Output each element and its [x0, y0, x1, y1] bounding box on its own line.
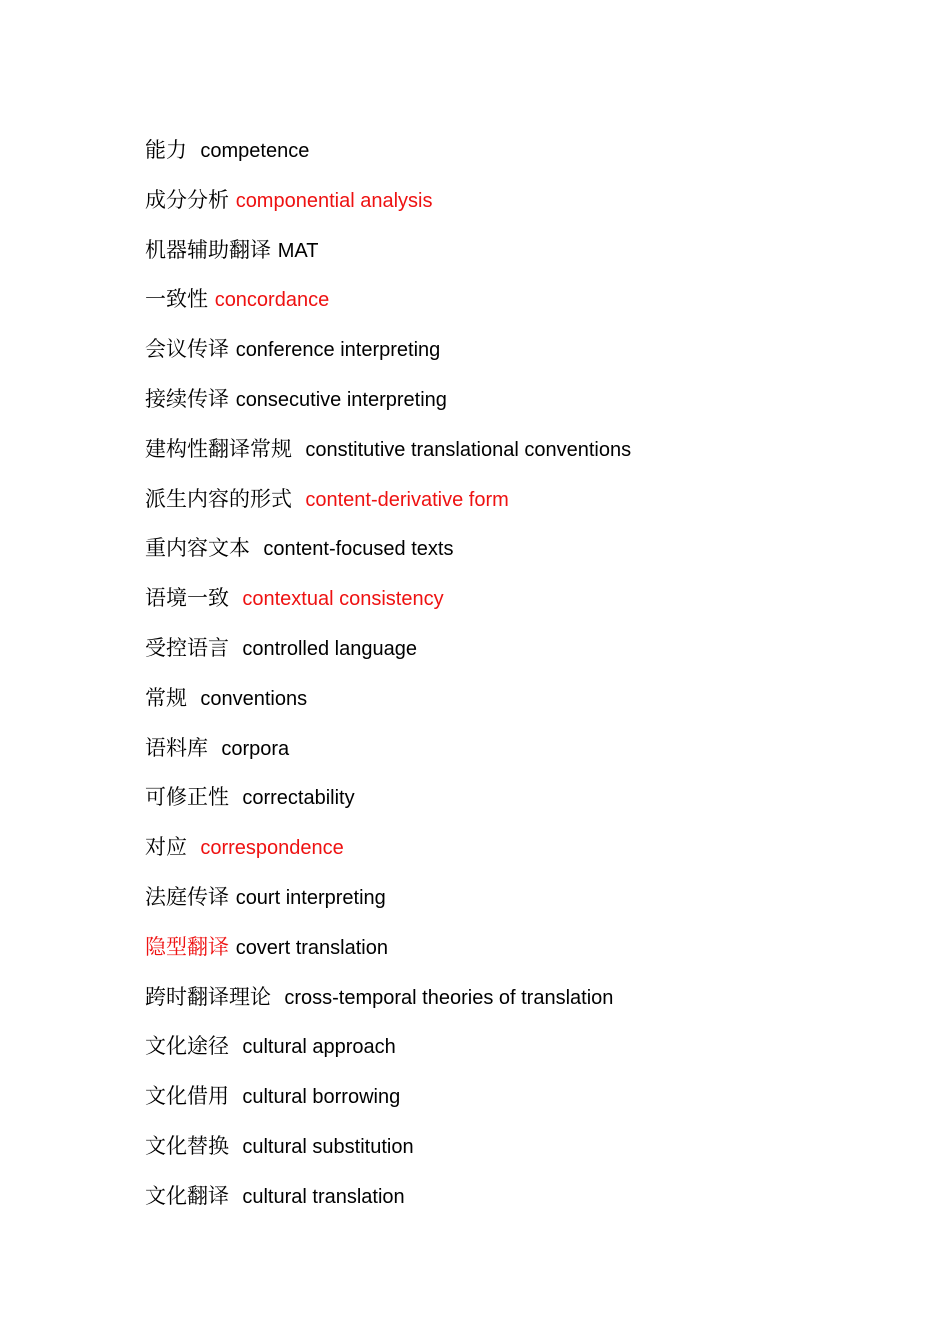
- chinese-term: 建构性翻译常规: [145, 436, 292, 461]
- glossary-entry: [145, 929, 865, 979]
- glossary-entry: [145, 1028, 865, 1078]
- english-term: cultural substitution: [242, 1135, 414, 1158]
- glossary-entry: [145, 580, 865, 630]
- term-separator: [187, 138, 200, 162]
- term-separator: [229, 387, 236, 411]
- chinese-term: 文化途径: [145, 1034, 229, 1059]
- english-term: MAT: [277, 239, 319, 262]
- glossary-entry: [145, 331, 865, 381]
- chinese-term: 文化借用: [145, 1084, 229, 1109]
- chinese-term: 重内容文本: [145, 536, 250, 561]
- term-separator: [271, 985, 284, 1009]
- glossary-entry: [145, 232, 865, 282]
- glossary-entry: [145, 530, 865, 580]
- chinese-term: 语料库: [145, 735, 208, 760]
- glossary-entry: [145, 779, 865, 829]
- chinese-term: 常规: [145, 685, 187, 710]
- english-term: correspondence: [200, 837, 344, 860]
- term-separator: [229, 586, 242, 610]
- english-term: cross-temporal theories of translation: [284, 986, 614, 1009]
- chinese-term: 机器辅助翻译: [145, 237, 271, 262]
- chinese-term: 法庭传译: [145, 884, 229, 909]
- term-separator: [187, 686, 200, 710]
- glossary-entry: [145, 979, 865, 1029]
- english-term: cultural translation: [242, 1185, 405, 1208]
- glossary-entry: [145, 1128, 865, 1178]
- english-term: content-derivative form: [305, 488, 509, 511]
- chinese-term: 受控语言: [145, 635, 229, 660]
- english-term: cultural borrowing: [242, 1086, 401, 1109]
- english-term: corpora: [221, 737, 290, 760]
- term-separator: [208, 736, 221, 760]
- chinese-term: 能力: [145, 138, 187, 162]
- glossary-entry: [145, 730, 865, 780]
- term-separator: [229, 1184, 242, 1208]
- term-separator: [208, 287, 215, 311]
- glossary-entry: [145, 132, 865, 182]
- term-separator: [229, 885, 236, 909]
- glossary-entry: [145, 879, 865, 929]
- glossary-list: [145, 132, 865, 1228]
- english-term: concordance: [214, 289, 330, 312]
- chinese-term: 对应: [145, 835, 187, 860]
- chinese-term: 可修正性: [145, 785, 229, 810]
- term-separator: [229, 636, 242, 660]
- chinese-term: 语境一致: [145, 586, 229, 611]
- glossary-entry: [145, 281, 865, 331]
- term-separator: [229, 337, 236, 361]
- english-term: consecutive interpreting: [235, 388, 447, 411]
- term-separator: [187, 835, 200, 859]
- term-separator: [229, 935, 236, 959]
- english-term: covert translation: [235, 936, 388, 959]
- term-separator: [229, 785, 242, 809]
- english-term: controlled language: [242, 637, 417, 660]
- term-separator: [250, 536, 263, 560]
- glossary-entry: [145, 431, 865, 481]
- chinese-term: 一致性: [145, 287, 208, 312]
- glossary-entry: [145, 680, 865, 730]
- english-term: contextual consistency: [242, 588, 444, 611]
- english-term: content-focused texts: [263, 538, 454, 561]
- chinese-term: 文化替换: [145, 1133, 229, 1158]
- glossary-entry: [145, 1078, 865, 1128]
- chinese-term: 接续传译: [145, 386, 229, 411]
- glossary-entry: [145, 481, 865, 531]
- glossary-entry: [145, 182, 865, 232]
- glossary-entry: [145, 1178, 865, 1228]
- english-term: competence: [200, 140, 310, 162]
- english-term: court interpreting: [235, 886, 386, 909]
- term-separator: [229, 1084, 242, 1108]
- term-separator: [292, 487, 305, 511]
- english-term: correctability: [242, 787, 355, 810]
- english-term: constitutive translational conventions: [305, 438, 632, 461]
- chinese-term: 派生内容的形式: [145, 486, 292, 511]
- chinese-term: 文化翻译: [145, 1183, 229, 1208]
- chinese-term: 会议传译: [145, 337, 229, 362]
- term-separator: [229, 188, 236, 212]
- english-term: componential analysis: [235, 189, 433, 212]
- term-separator: [229, 1034, 242, 1058]
- term-separator: [229, 1134, 242, 1158]
- term-separator: [292, 437, 305, 461]
- term-separator: [271, 238, 278, 262]
- chinese-term: 成分分析: [145, 187, 229, 212]
- english-term: conference interpreting: [235, 339, 441, 362]
- glossary-entry: [145, 630, 865, 680]
- english-term: cultural approach: [242, 1036, 396, 1059]
- chinese-term: 跨时翻译理论: [145, 984, 271, 1009]
- english-term: conventions: [200, 687, 308, 710]
- glossary-entry: [145, 381, 865, 431]
- chinese-term: 隐型翻译: [145, 934, 229, 959]
- glossary-entry: [145, 829, 865, 879]
